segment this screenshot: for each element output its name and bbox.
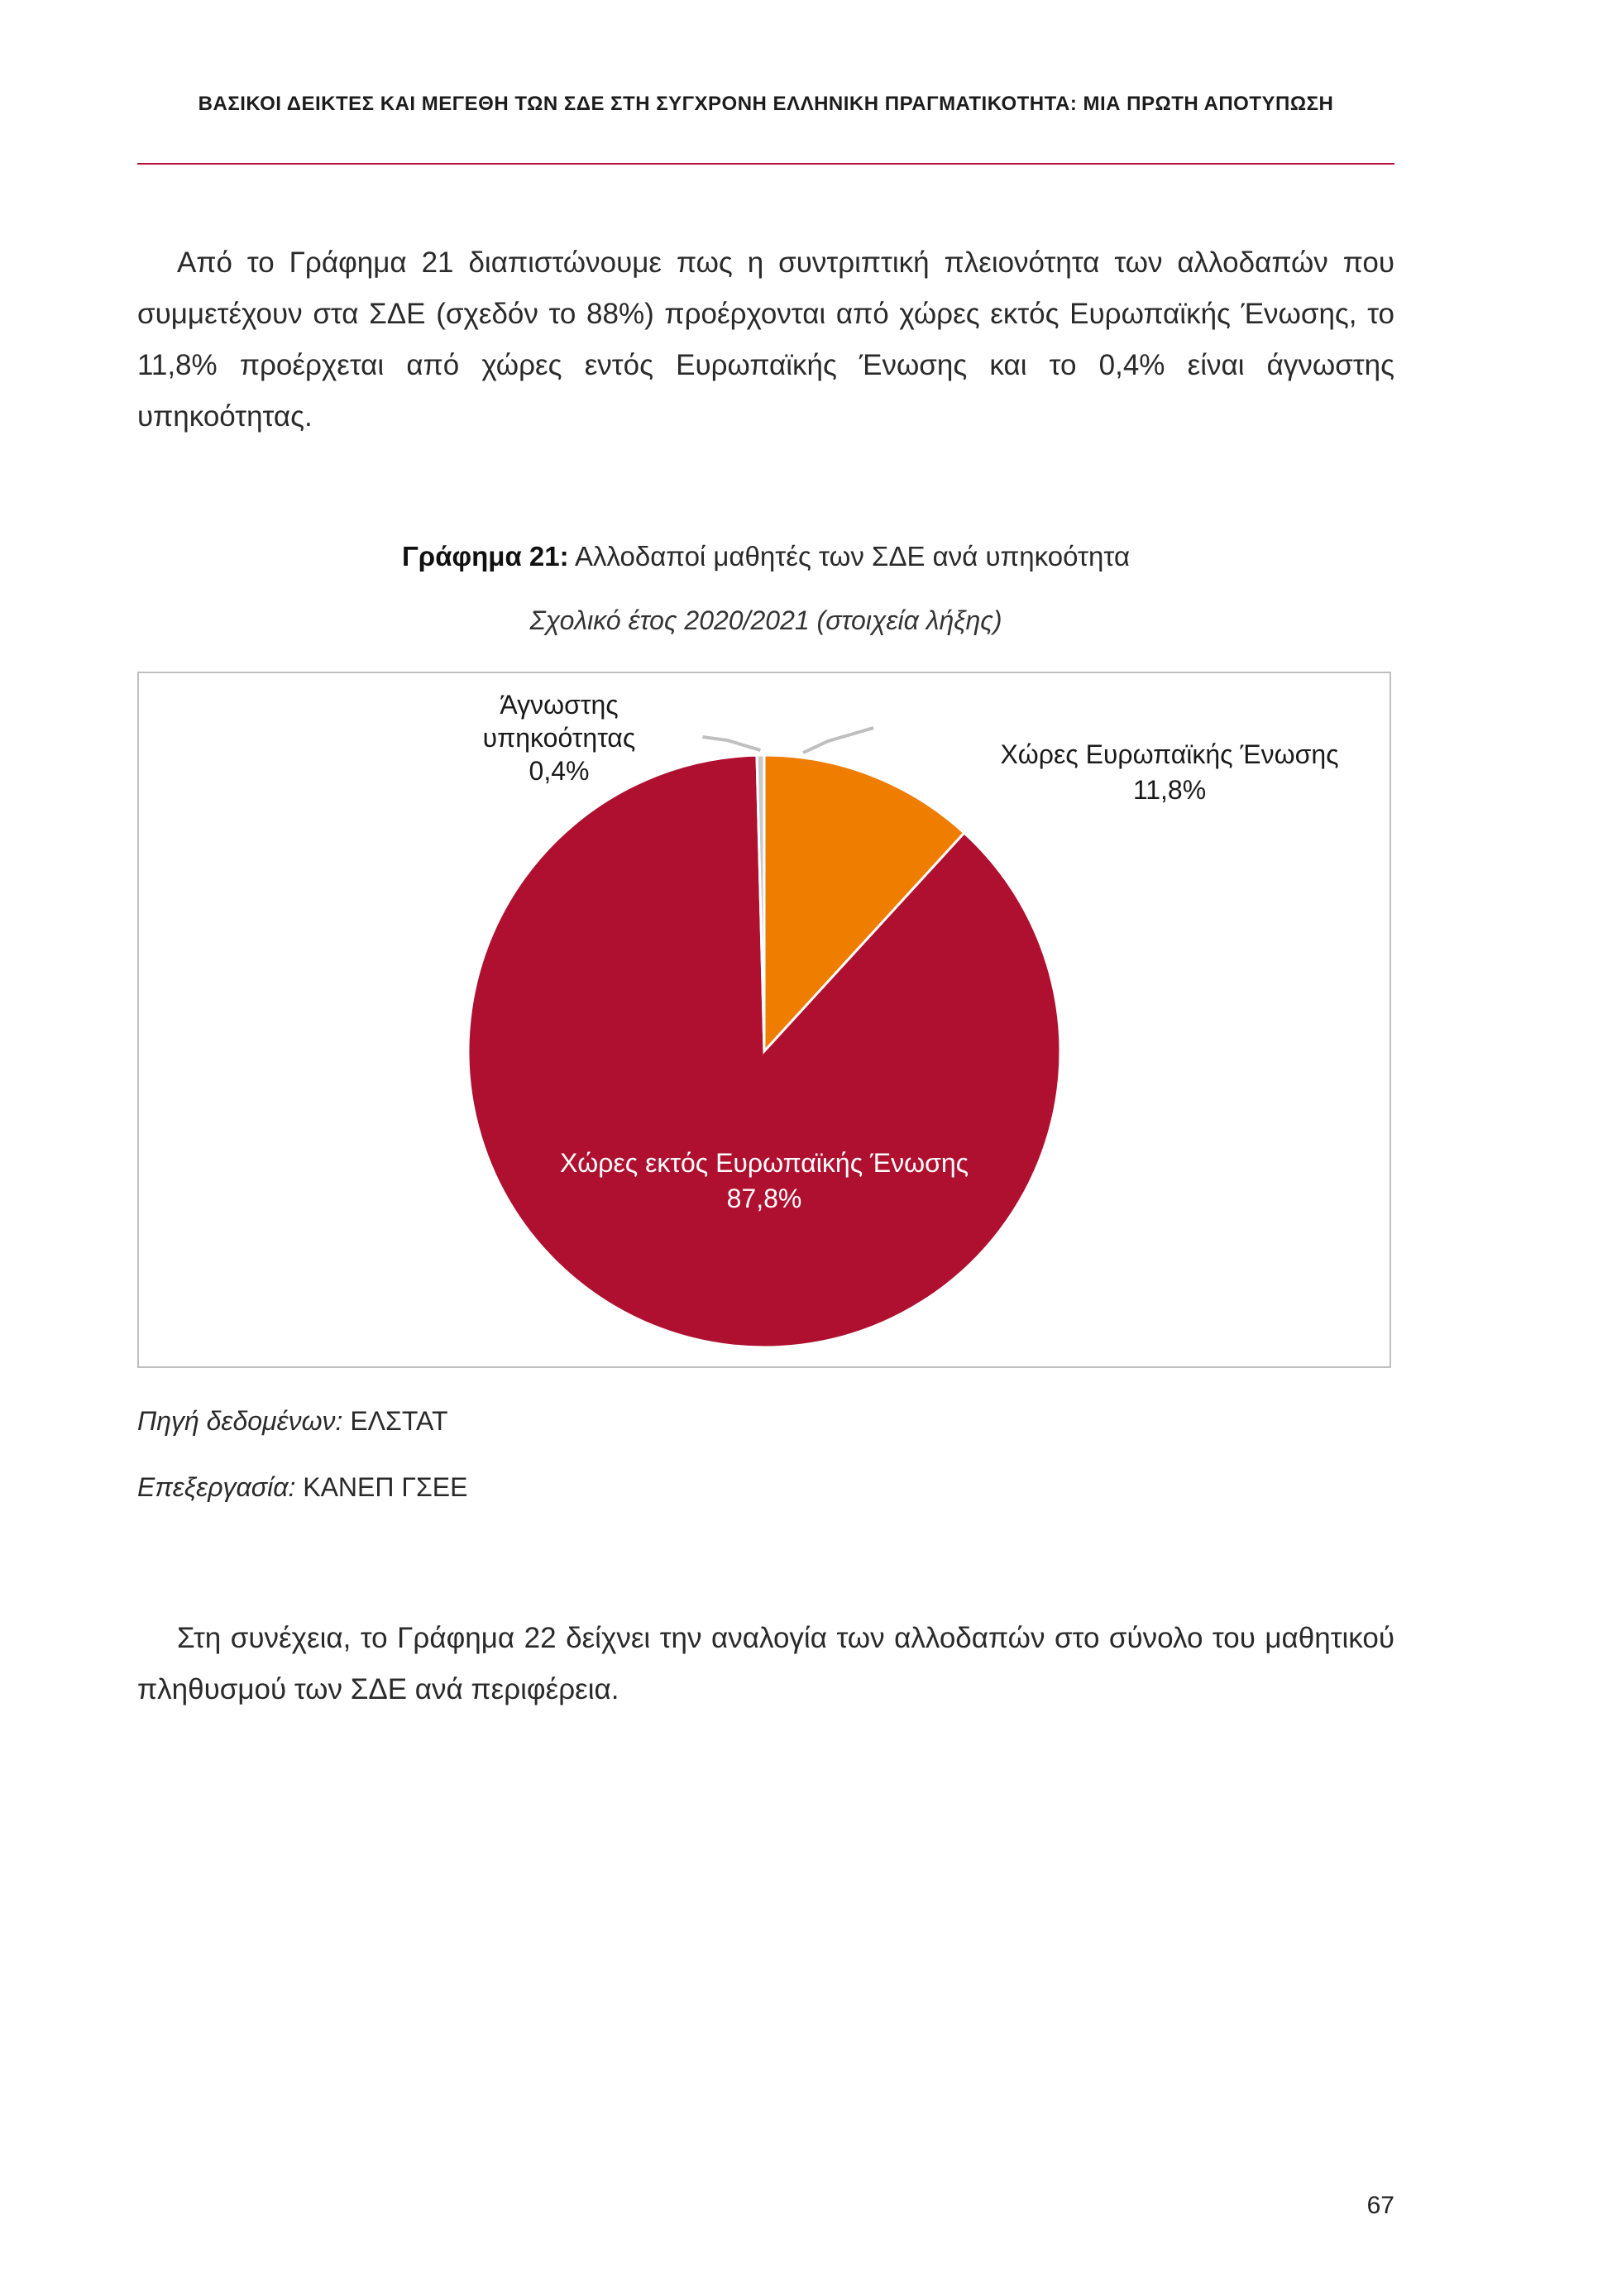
slice-label-unknown-line1: Άγνωστης <box>500 690 619 720</box>
leader-line-unknown <box>702 737 760 750</box>
page-number: 67 <box>1366 2192 1394 2219</box>
leader-line-eu <box>803 728 873 753</box>
running-header: ΒΑΣΙΚΟΙ ΔΕΙΚΤΕΣ ΚΑΙ ΜΕΓΕΘΗ ΤΩΝ ΣΔΕ ΣΤΗ ΣΥΓΧΡΟΝΗ ΕΛΛΗΝΙΚΗ ΠΡΑΓΜΑΤΙΚΟΤΗΤΑ: ΜΙΑ ΠΡΩΤΗ ΑΠΟΤΥΠΩΣΗ <box>198 93 1334 115</box>
figure-label: Γράφημα 21: <box>401 541 569 572</box>
slice-label-non-eu: Χώρες εκτός Ευρωπαϊκής Ένωσης <box>559 1148 969 1178</box>
slice-value-non-eu: 87,8% <box>726 1184 802 1213</box>
body-paragraph-2: Στη συνέχεια, το Γράφημα 22 δείχνει την αναλογία των αλλοδαπών στο σύνολο του μαθητικού πληθυσμού των ΣΔΕ ανά περιφέρεια. <box>137 1622 1394 1705</box>
slice-value-eu: 11,8% <box>1132 775 1207 805</box>
leader-lines <box>702 728 873 753</box>
figure-caption <box>137 541 1394 572</box>
data-source-label: Πηγή δεδομένων: <box>137 1406 343 1436</box>
body-paragraph-1: Από το Γράφημα 21 διαπιστώνουμε πως η συντριπτική πλειονότητα των αλλοδαπών που συμμετέχουν στα ΣΔΕ (σχεδόν το 88%) προέρχονται από χώρες εκτός Ευρωπαϊκής Ένωσης, το 11,8% προέρχεται από χώρες εντός Ευρωπαϊκής Ένωσης και το 0,4% είναι άγνωστης υπηκοότητας. <box>137 246 1394 433</box>
figure-caption-text: Αλλοδαποί μαθητές των ΣΔΕ ανά υπηκοότητα <box>568 541 1131 572</box>
slice-value-unknown: 0,4% <box>529 756 590 786</box>
figure-subtitle: Σχολικό έτος 2020/2021 (στοιχεία λήξης) <box>529 605 1002 635</box>
processing-line <box>137 1472 467 1503</box>
processing-label: Επεξεργασία: <box>137 1472 296 1502</box>
chart-frame <box>137 672 1391 1368</box>
pie-slices <box>468 755 1060 1347</box>
slice-label-eu: Χώρες Ευρωπαϊκής Ένωσης <box>1000 739 1339 769</box>
processing-value: ΚΑΝΕΠ ΓΣΕΕ <box>295 1472 468 1502</box>
header-rule <box>137 163 1394 165</box>
data-source-line <box>137 1406 448 1437</box>
pie-chart <box>139 673 1390 1366</box>
data-source-value: ΕΛΣΤΑΤ <box>342 1406 448 1436</box>
slice-label-unknown-line2: υπηκοότητας <box>482 723 636 753</box>
